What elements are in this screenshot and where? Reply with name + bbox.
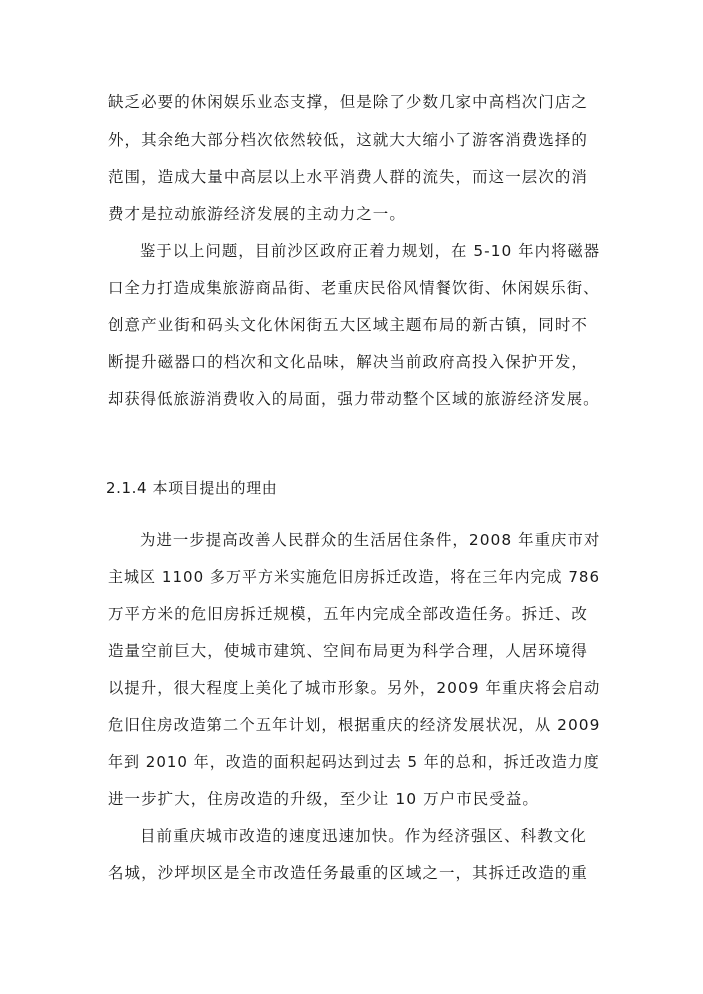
paragraph-1-line-3: 范围，造成大量中高层以上水平消费人群的流失，而这一层次的消 [108, 168, 588, 186]
paragraph-2-line-3: 创意产业街和码头文化休闲街五大区域主题布局的新古镇，同时不 [108, 316, 588, 334]
paragraph-1-line-1: 缺乏必要的休闲娱乐业态支撑，但是除了少数几家中高档次门店之 [108, 93, 588, 111]
paragraph-3-line-1: 为进一步提高改善人民群众的生活居住条件，2008 年重庆市对 [140, 531, 601, 549]
paragraph-3-line-4: 造量空前巨大，使城市建筑、空间布局更为科学合理，人居环境得 [108, 642, 588, 660]
paragraph-2-line-2: 口全力打造成集旅游商品街、老重庆民俗风情餐饮街、休闲娱乐街、 [108, 279, 600, 297]
paragraph-2-line-4: 断提升磁器口的档次和文化品味，解决当前政府高投入保护开发， [108, 353, 588, 371]
paragraph-4-line-2: 名城，沙坪坝区是全市改造任务最重的区域之一，其拆迁改造的重 [108, 864, 588, 882]
paragraph-3-line-3: 万平方米的危旧房拆迁规模，五年内完成全部改造任务。拆迁、改 [108, 605, 588, 623]
paragraph-3-line-8: 进一步扩大，住房改造的升级，至少让 10 万户市民受益。 [108, 790, 539, 808]
paragraph-4-line-1: 目前重庆城市改造的速度迅速加快。作为经济强区、科教文化 [140, 827, 587, 845]
paragraph-3-line-7: 年到 2010 年，改造的面积起码达到过去 5 年的总和，拆迁改造力度 [108, 753, 600, 771]
paragraph-2-line-1: 鉴于以上问题，目前沙区政府正着力规划，在 5-10 年内将磁器 [140, 242, 601, 260]
paragraph-3-line-5: 以提升，很大程度上美化了城市形象。另外，2009 年重庆将会启动 [108, 679, 601, 697]
paragraph-1-line-4: 费才是拉动旅游经济发展的主动力之一。 [108, 205, 406, 223]
paragraph-3-line-6: 危旧住房改造第二个五年计划，根据重庆的经济发展状况，从 2009 [108, 716, 601, 734]
paragraph-2-line-5: 却获得低旅游消费收入的局面，强力带动整个区域的旅游经济发展。 [108, 390, 600, 408]
section-heading: 2.1.4 本项目提出的理由 [106, 479, 278, 497]
paragraph-3-line-2: 主城区 1100 多万平方米实施危旧房拆迁改造，将在三年内完成 786 [108, 568, 601, 586]
paragraph-1-line-2: 外，其余绝大部分档次依然较低，这就大大缩小了游客消费选择的 [108, 131, 588, 149]
